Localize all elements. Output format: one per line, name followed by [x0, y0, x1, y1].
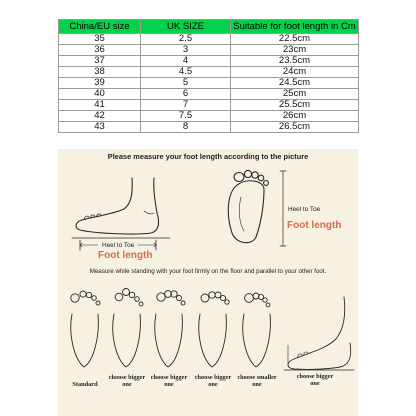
table-cell: 26.5cm — [231, 122, 359, 133]
foot-types-illustration — [71, 289, 354, 371]
sole-view-heel-to-toe-label: Heel to Toe — [288, 206, 321, 213]
table-cell: 36 — [59, 45, 141, 56]
foot-type-caption: choose bigger one — [150, 374, 188, 388]
table-cell: 5 — [141, 78, 231, 89]
size-table-body — [59, 34, 359, 133]
table-cell: 23cm — [231, 45, 359, 56]
table-cell: 4 — [141, 56, 231, 67]
table-row — [59, 34, 359, 45]
table-cell: 26cm — [231, 111, 359, 122]
table-cell: 2.5 — [141, 34, 231, 45]
foot-type-caption: choose bigger one — [296, 373, 334, 387]
sole-view-foot-icon — [228, 170, 286, 246]
table-row — [59, 89, 359, 100]
table-cell: 23.5cm — [231, 56, 359, 67]
table-cell: 43 — [59, 122, 141, 133]
table-cell: 8 — [141, 122, 231, 133]
side-view-foot-length-label: Foot length — [98, 250, 153, 261]
measure-instruction: Measure while standing with your foot firmly on the floor and parallel to your other foot. — [89, 268, 327, 275]
foot-type-caption: choose bigger one — [194, 374, 232, 388]
table-cell: 25.5cm — [231, 100, 359, 111]
table-row — [59, 67, 359, 78]
side-view-foot-icon — [72, 178, 170, 250]
table-cell: 38 — [59, 67, 141, 78]
table-cell: 25cm — [231, 89, 359, 100]
side-view-heel-to-toe-label: Heel to Toe — [102, 242, 135, 249]
table-header-row — [59, 20, 359, 34]
foot-type-caption: choose smaller one — [237, 374, 277, 388]
table-cell: 39 — [59, 78, 141, 89]
table-cell: 41 — [59, 100, 141, 111]
sole-view-foot-length-label: Foot length — [287, 220, 342, 231]
table-cell: 24.5cm — [231, 78, 359, 89]
size-chart-table — [58, 19, 359, 133]
foot-type-caption: Standard — [72, 381, 98, 388]
measure-heading: Please measure your foot length according to the picture — [107, 152, 309, 161]
table-row — [59, 78, 359, 89]
table-row — [59, 45, 359, 56]
table-cell: 4.5 — [141, 67, 231, 78]
table-cell: 24cm — [231, 67, 359, 78]
column-header-uk-size: UK SIZE — [141, 20, 231, 34]
foot-type-caption: choose bigger one — [108, 374, 146, 388]
table-cell: 7.5 — [141, 111, 231, 122]
table-cell: 42 — [59, 111, 141, 122]
table-cell: 3 — [141, 45, 231, 56]
table-row — [59, 100, 359, 111]
column-header-foot-length: Suitable for foot length in Cm — [231, 20, 359, 34]
table-cell: 40 — [59, 89, 141, 100]
table-cell: 7 — [141, 100, 231, 111]
table-row — [59, 111, 359, 122]
table-cell: 6 — [141, 89, 231, 100]
table-row — [59, 122, 359, 133]
table-cell: 22.5cm — [231, 34, 359, 45]
table-row — [59, 56, 359, 67]
measure-guide-panel — [58, 149, 358, 416]
table-cell: 35 — [59, 34, 141, 45]
column-header-cn-eu-size: China/EU size — [59, 20, 141, 34]
table-cell: 37 — [59, 56, 141, 67]
